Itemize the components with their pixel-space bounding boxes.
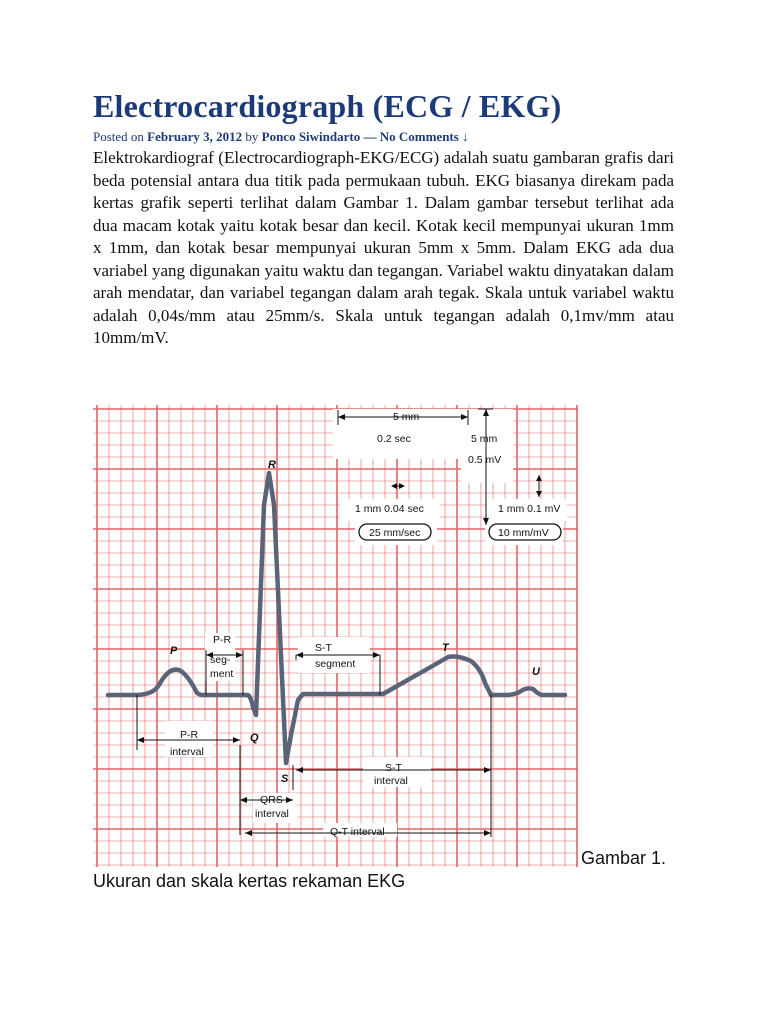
wave-label-s: S <box>281 773 289 785</box>
label-5mm-horizontal: 5 mm <box>393 411 420 423</box>
pr-segment-label-3: ment <box>210 668 234 680</box>
wave-label-u: U <box>532 666 540 678</box>
posted-on-text: Posted on <box>93 129 144 144</box>
wave-label-r: R <box>268 459 276 471</box>
label-1mm-0-1-mv: 1 mm 0.1 mV <box>498 503 561 515</box>
meta-separator: — <box>363 129 377 144</box>
label-1mm-0-04-sec: 1 mm 0.04 sec <box>355 503 424 515</box>
comments-link[interactable]: No Comments ↓ <box>379 129 469 144</box>
ecg-figure <box>93 405 578 867</box>
pr-segment-label-1: P-R <box>213 634 232 646</box>
qt-interval-label: Q-T interval <box>330 826 385 838</box>
label-0-5-mv: 0.5 mV <box>468 454 502 466</box>
post-meta <box>93 129 469 145</box>
st-segment-label-2: segment <box>315 658 356 670</box>
ecg-chart <box>93 405 578 867</box>
qrs-interval-label-2: interval <box>255 808 289 820</box>
label-0-2-sec: 0.2 sec <box>377 433 411 445</box>
article-title: Electrocardiograph (ECG / EKG) <box>93 88 562 124</box>
wave-label-t: T <box>442 642 449 654</box>
label-10mm-mv: 10 mm/mV <box>498 527 549 539</box>
pr-interval-label-2: interval <box>170 746 204 758</box>
qrs-interval-label-1: QRS <box>260 794 283 806</box>
figure-caption-line-2: Ukuran dan skala kertas rekaman EKG <box>93 871 406 891</box>
wave-label-p: P <box>170 645 178 657</box>
st-interval-label-1: S-T <box>385 762 402 774</box>
figure-caption-line-1: Gambar 1. <box>581 848 667 868</box>
article-body: Elektrokardiograf (Electrocardiograph-EKG/ECG) adalah suatu gambaran grafis dari beda potensial antara dua titik pada permukaan tubuh. EKG biasanya direkam pada kertas grafik seperti terlihat dalam Gambar 1. Dalam gambar tersebut terlihat ada dua macam kotak yaitu kotak besar dan kecil. Kotak kecil mempunyai ukuran 1mm x 1mm, dan kotak besar mempunyai ukuran 5mm x 5mm. Dalam EKG ada dua variabel yang digunakan yaitu waktu dan tegangan. Variabel waktu dinyatakan dalam arah mendatar, dan variabel tegangan dalam arah tegak. Skala untuk variabel waktu adalah 0,04s/mm atau 25mm/s. Skala untuk tegangan adalah 0,1mv/mm atau 10mm/mV. <box>93 148 674 347</box>
label-5mm-vertical: 5 mm <box>471 433 498 445</box>
by-text: by <box>245 129 259 144</box>
wave-label-q: Q <box>250 732 259 744</box>
st-interval-label-2: interval <box>374 775 408 787</box>
author-link[interactable]: Ponco Siwindarto <box>261 129 361 144</box>
pr-segment-label-2: seg- <box>210 654 231 666</box>
post-date-link[interactable]: February 3, 2012 <box>147 129 243 144</box>
label-25mm-sec: 25 mm/sec <box>369 527 421 539</box>
st-segment-label-1: S-T <box>315 642 332 654</box>
pr-interval-label-1: P-R <box>180 729 199 741</box>
